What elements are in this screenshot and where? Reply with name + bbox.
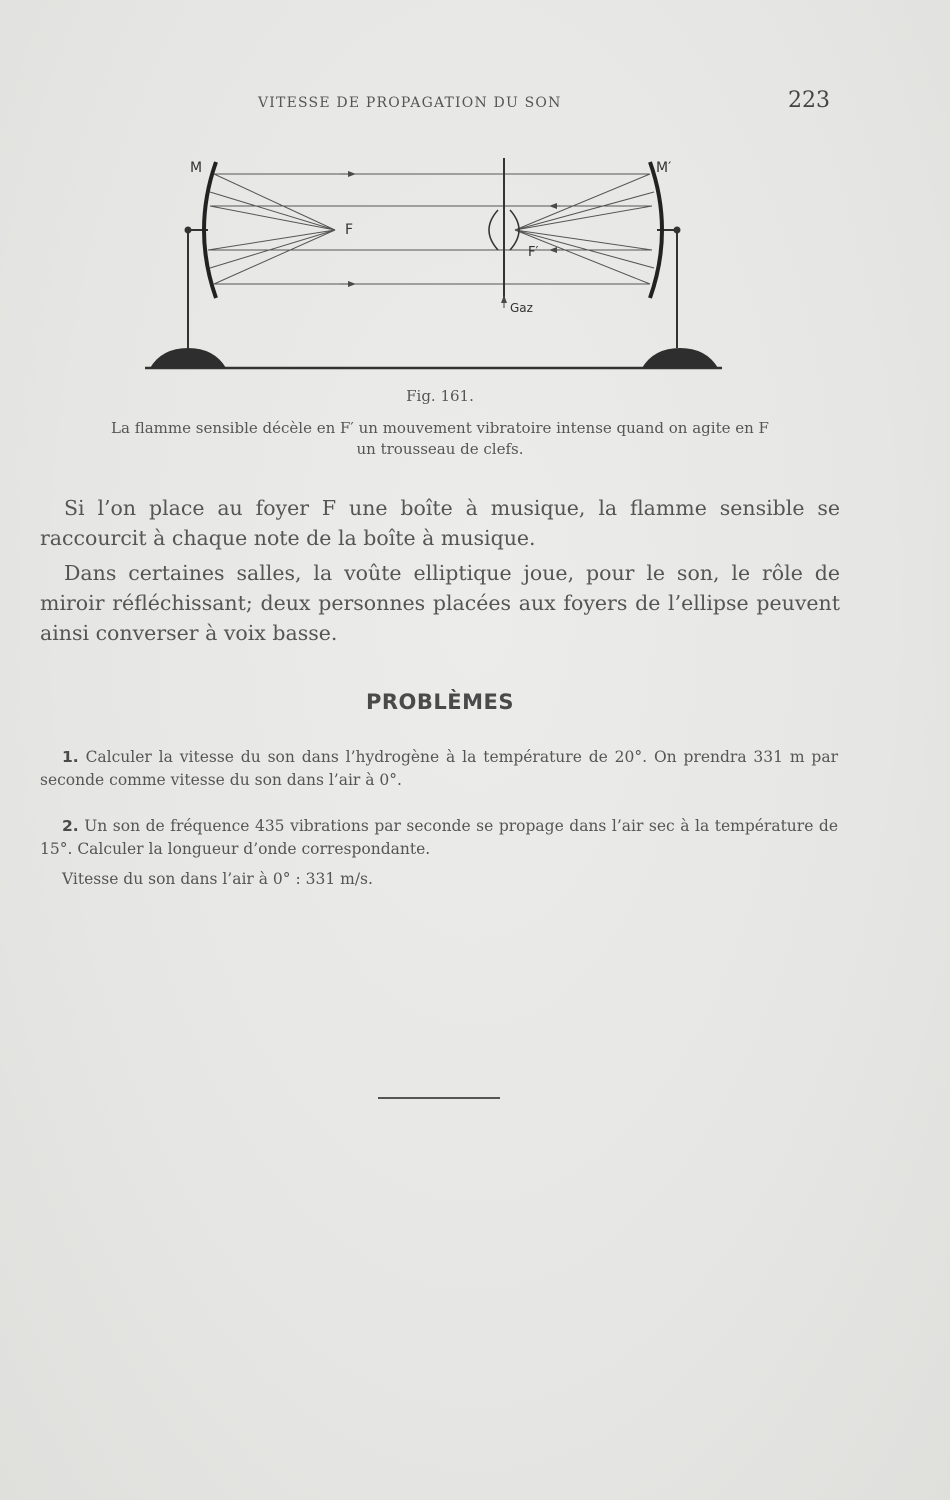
problem-2-number: 2. xyxy=(62,817,79,835)
parallel-rays xyxy=(208,174,652,284)
body-paragraph-1: Si l’on place au foyer F une boîte à musique, la flamme sensible se raccourcit à chaque note de la boîte à musique. xyxy=(40,496,840,550)
figure-161 xyxy=(140,150,740,380)
rays-to-focus-f-prime xyxy=(515,174,654,284)
problems-heading: PROBLÈMES xyxy=(365,690,514,714)
problem-2-text: Un son de fréquence 435 vibrations par seconde se propage dans l’air sec à la température de 15°. Calculer la longueur d’onde correspondante. xyxy=(40,817,838,858)
label-m-prime: M′ xyxy=(656,160,672,176)
figure-number: Fig. 161. xyxy=(406,387,474,405)
mirrors-diagram xyxy=(140,150,740,380)
right-base xyxy=(642,348,718,368)
problem-1 xyxy=(40,746,838,792)
problem-1-text: Calculer la vitesse du son dans l’hydrogène à la température de 20°. On prendra 331 m par seconde comme vitesse du son dans l’air à 0°. xyxy=(40,748,838,789)
end-rule xyxy=(378,1097,500,1099)
problem-1-number: 1. xyxy=(62,748,79,766)
problem-2 xyxy=(40,815,838,861)
page-number: 223 xyxy=(788,88,830,113)
rays-to-focus-f xyxy=(208,174,335,284)
body-paragraph-2: Dans certaines salles, la voûte elliptique joue, pour le son, le rôle de miroir réfléchissant; deux personnes placées aux foyers de l’ellipse peuvent ainsi converser à voix basse. xyxy=(40,561,840,645)
left-base xyxy=(150,348,226,368)
label-m: M xyxy=(190,160,203,176)
label-f-prime: F′ xyxy=(528,245,539,260)
right-mirror xyxy=(650,162,662,298)
problem-2-note: Vitesse du son dans l’air à 0° : 331 m/s. xyxy=(62,870,373,888)
label-gaz: Gaz xyxy=(510,301,533,315)
figure-caption: La flamme sensible décèle en F′ un mouvement vibratoire intense quand on agite en F un trousseau de clefs. xyxy=(111,419,769,458)
left-mirror xyxy=(204,162,216,298)
label-f: F xyxy=(345,222,354,238)
running-head: VITESSE DE PROPAGATION DU SON xyxy=(258,95,562,111)
